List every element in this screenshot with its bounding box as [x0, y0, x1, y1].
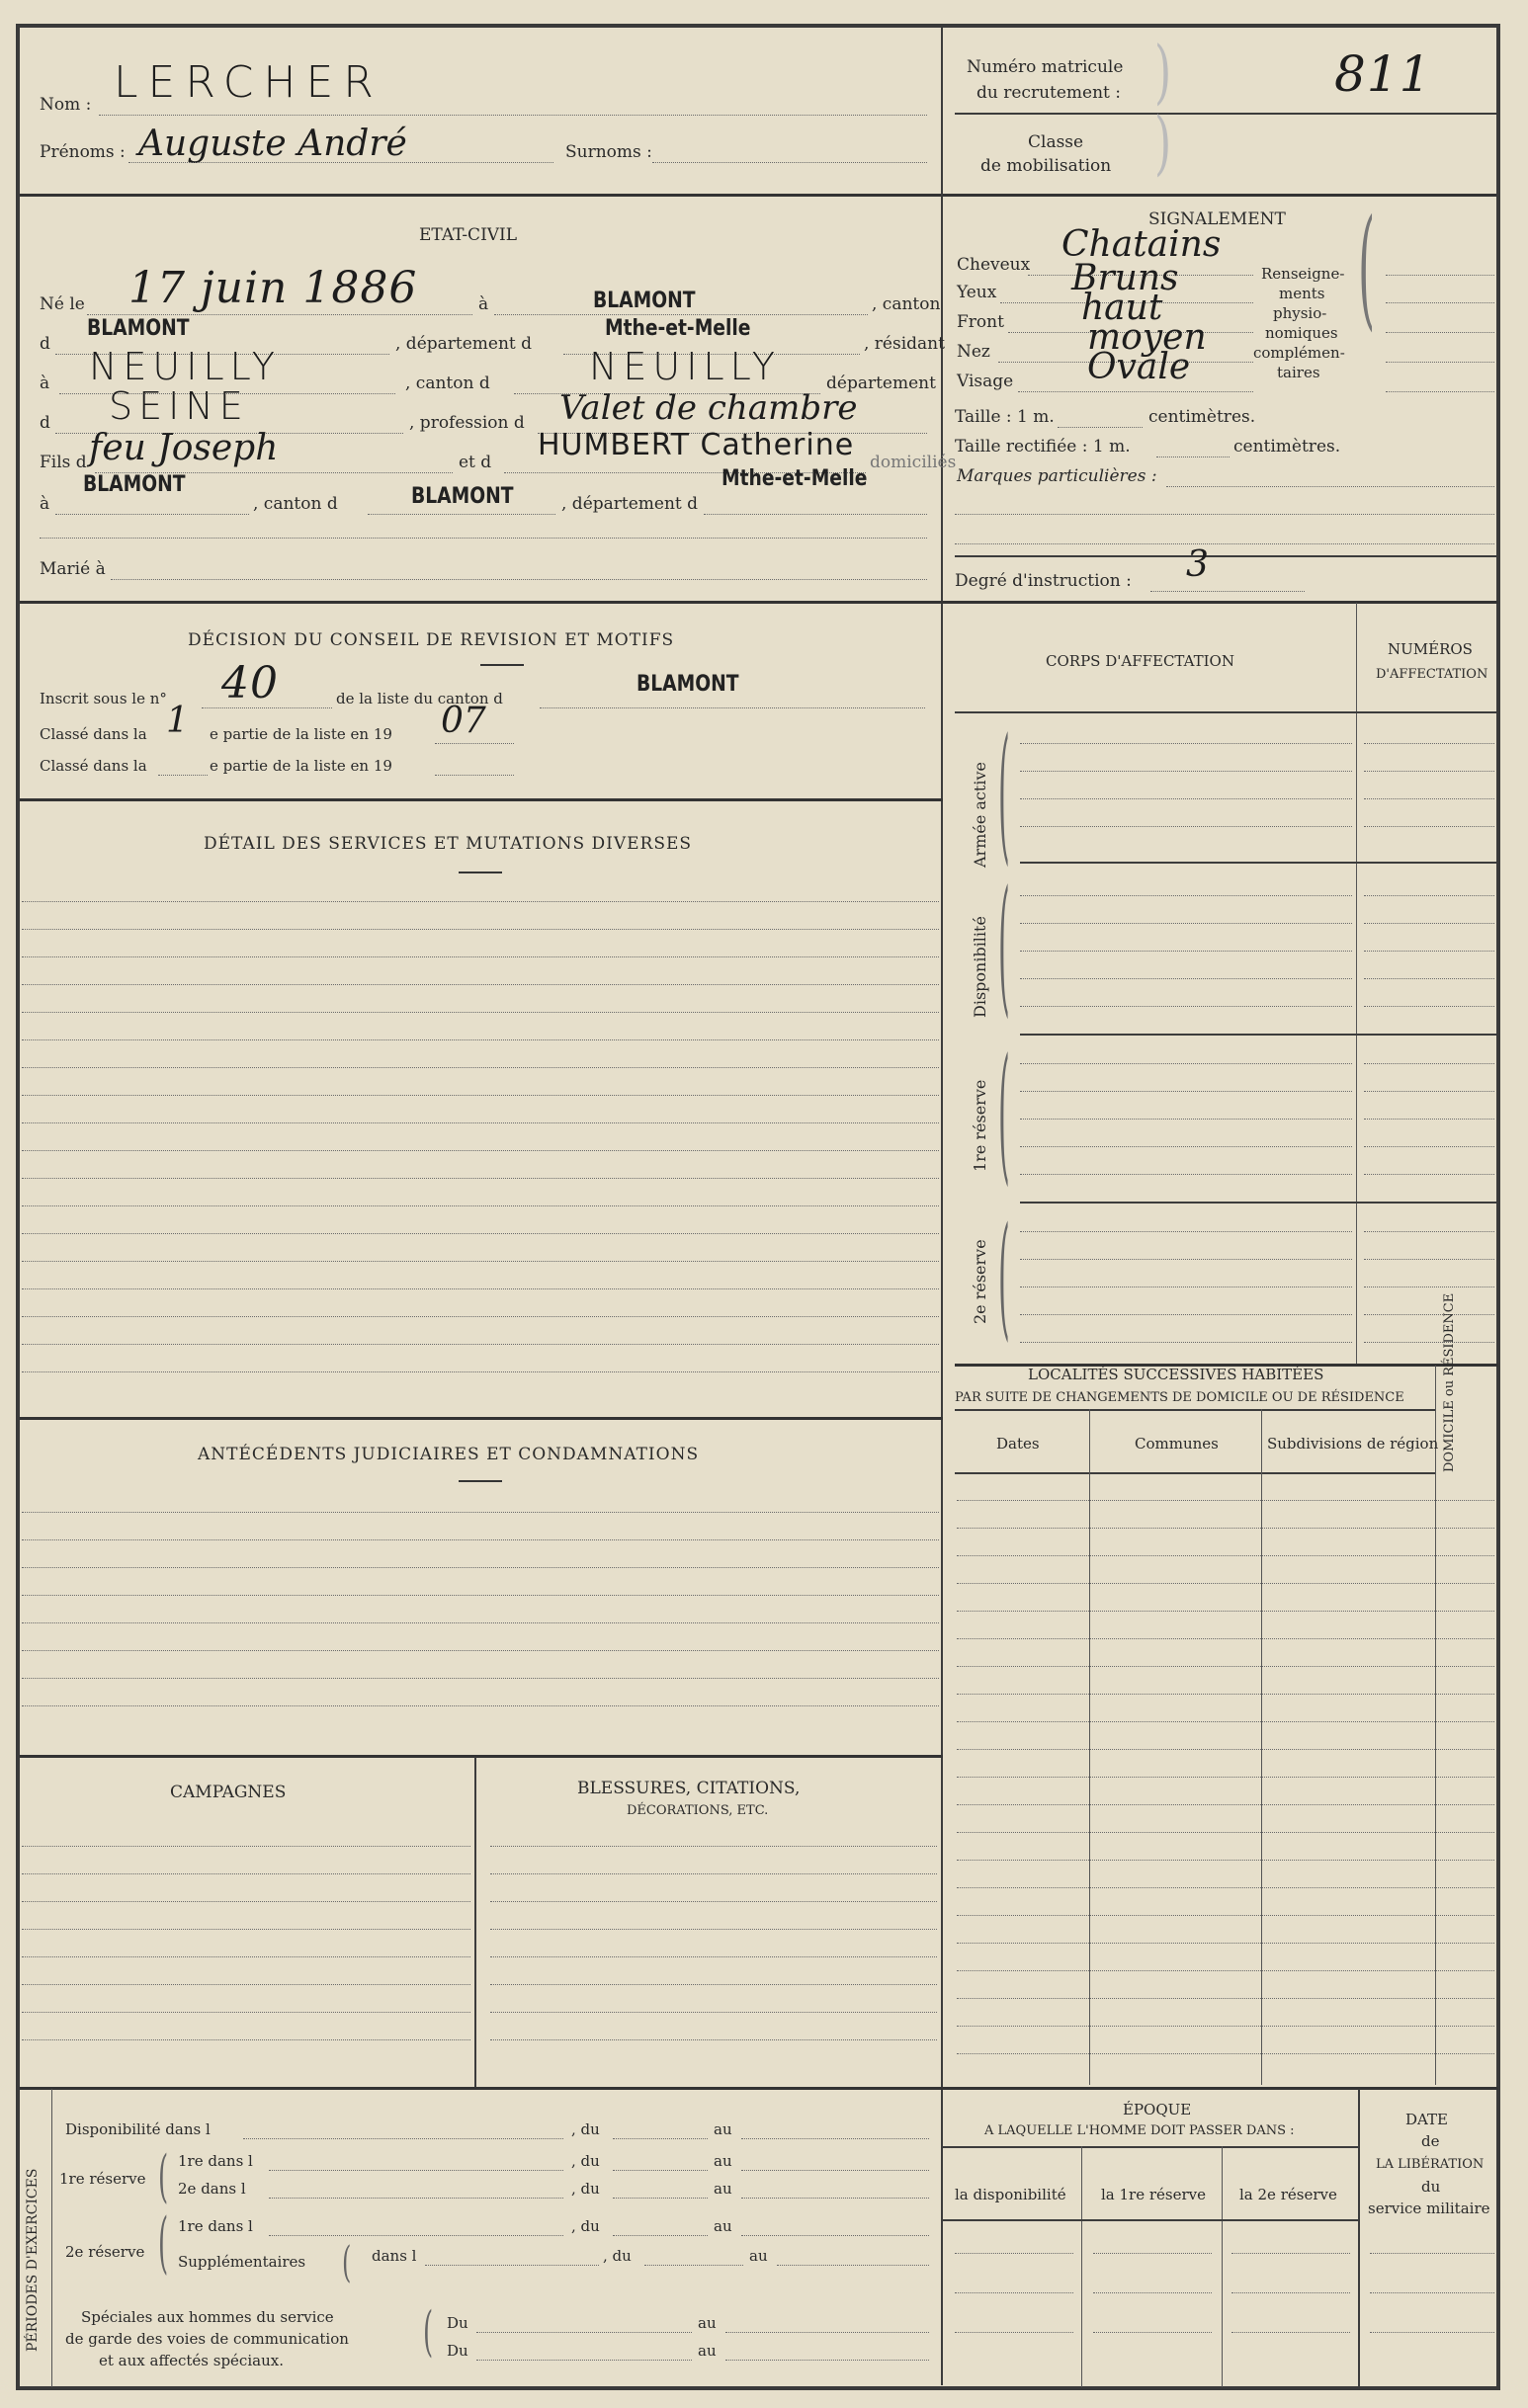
birth-place-stamp: BLAMONT: [593, 289, 696, 313]
residence-dept-value: SEINE: [109, 384, 249, 428]
blessures-title-1: BLESSURES, CITATIONS,: [577, 1779, 801, 1798]
decision-title: DÉCISION DU CONSEIL DE REVISION ET MOTIFS: [188, 630, 675, 650]
localites-title-2: PAR SUITE DE CHANGEMENTS DE DOMICILE OU DE RÉSIDENCE: [955, 1390, 1404, 1405]
prenoms-value: Auguste André: [138, 124, 407, 164]
reserve2-label: 2e réserve: [971, 1239, 989, 1324]
residence-value: NEUILLY: [89, 345, 281, 388]
canton-stamp: BLAMONT: [87, 316, 190, 341]
nom-value: LERCHER: [114, 57, 383, 108]
military-register-sheet: Nom : LERCHER Prénoms : Auguste André Surnoms : Numéro matricule du recrutement : ) 811 Classe de mobilisation ) ETAT-CIVIL Né le 17 juin 1886 à BLAMONT , canton d BLAMONT , département d Mthe-et-Melle , résidant à NEUILLY , canton d NEUILLY département d SEINE , profession d Valet de chambre Fils d feu Joseph et d HUMBERT Catherine domiciliés à BLAMONT , canton d BLAMONT , département d Mthe-et-Melle Marié à SIGNALEMENT Cheveux Chatains Yeux Bruns Front haut Nez moyen Visage Ovale Renseigne- ments physio- nomiques complémen- taires ( Taille : 1 m. centimètres. Taille rectifiée : 1 m. centimètres. Marques particulières : Degré d'instruction : 3 DÉCISION DU CONSEIL DE REVISION ET MOTIFS Inscrit sous le n° 40 de la liste du canton d BLAMONT Classé dans la 1 e partie de la liste en 19 07 Classé dans la e partie de la liste en 19 CORPS D'AFFECTATION NUMÉROS D'AFFECTATION Armée active Disponibilité 1re réserve 2e réserve ( ( ( ( DÉTAIL DES SERVICES ET MUTATIONS DIVERSES LOCALITÉS SUCCESSIVES HABITÉES PAR SUITE DE CHANGEMENTS DE DOMICILE OU DE RÉSIDENCE DOMICILE ou RÉSIDENCE Dates Communes Subdivisions de région ANTÉCÉDENTS JUDICIAIRES ET CONDAMNATIONS CAMPAGNES BLESSURES, CITATIONS, DÉCORATIONS, ETC. PÉRIODES D'EXERCICES Disponibilité dans l , du au 1re réserve ( 1re dans l , du au 2e dans l , du au 2e réserve ( 1re dans l , du au Supplémentaires ( dans l , du au Spéciales aux hommes du service de garde des voies de communication et aux affectés spéciaux. ( Du au Du au ÉPOQUE A LAQUELLE L'HOMME DOIT PASSER DANS : la disponibilité la 1re réserve la 2e réserve DATE de LA LIBÉRATION du service militaire: [0, 0, 1528, 2408]
cheveux-value: Chatains: [1061, 224, 1222, 265]
epoque-title-2: A LAQUELLE L'HOMME DOIT PASSER DANS :: [984, 2123, 1295, 2138]
antecedents-title: ANTÉCÉDENTS JUDICIAIRES ET CONDAMNATIONS: [198, 1445, 700, 1464]
mother-value: HUMBERT Catherine: [538, 428, 855, 462]
matricule-label-1: Numéro matricule: [967, 57, 1124, 77]
matricule-label-2: du recrutement :: [976, 83, 1122, 103]
localites-title-1: LOCALITÉS SUCCESSIVES HABITÉES: [1028, 1366, 1324, 1383]
campagnes-title: CAMPAGNES: [170, 1783, 287, 1802]
surnoms-label: Surnoms :: [565, 142, 652, 162]
domicile-residence-label: DOMICILE ou RÉSIDENCE: [1442, 1292, 1457, 1472]
father-value: feu Joseph: [89, 428, 279, 468]
matricule-value: 811: [1334, 45, 1432, 103]
signalement-title: SIGNALEMENT: [1148, 209, 1286, 229]
parents-dept-stamp: Mthe-et-Melle: [722, 466, 868, 491]
classe-label-1: Classe: [1028, 132, 1084, 152]
classe1-value: 1: [166, 701, 189, 741]
visage-value: Ovale: [1087, 347, 1191, 387]
corps-title: CORPS D'AFFECTATION: [1046, 652, 1234, 670]
parents-place-stamp: BLAMONT: [83, 472, 186, 497]
birth-date: 17 juin 1886: [128, 263, 418, 313]
prenoms-label: Prénoms :: [40, 142, 126, 162]
annee-value: 07: [441, 701, 486, 741]
classe-label-2: de mobilisation: [980, 156, 1112, 176]
blessures-title-2: DÉCORATIONS, ETC.: [627, 1803, 769, 1818]
disponibilite-label: Disponibilité: [971, 916, 989, 1018]
epoque-title-1: ÉPOQUE: [1123, 2101, 1192, 2118]
reserve1-label: 1re réserve: [971, 1079, 989, 1172]
yeux-value: Bruns: [1071, 258, 1179, 298]
front-value: haut: [1081, 288, 1163, 328]
nom-label: Nom :: [40, 95, 92, 115]
nez-value: moyen: [1087, 317, 1207, 358]
parents-canton-stamp: BLAMONT: [411, 484, 514, 509]
departement-stamp: Mthe-et-Melle: [605, 316, 751, 341]
services-title: DÉTAIL DES SERVICES ET MUTATIONS DIVERSES: [204, 834, 693, 854]
residence-canton-value: NEUILLY: [589, 345, 781, 388]
degre-value: 3: [1186, 544, 1209, 585]
inscrit-value: 40: [221, 658, 279, 708]
decision-canton-stamp: BLAMONT: [637, 672, 739, 697]
profession-value: Valet de chambre: [559, 388, 858, 428]
armee-active-label: Armée active: [971, 762, 989, 868]
periodes-label: PÉRIODES D'EXERCICES: [25, 2168, 41, 2352]
etat-civil-title: ETAT-CIVIL: [419, 225, 518, 245]
